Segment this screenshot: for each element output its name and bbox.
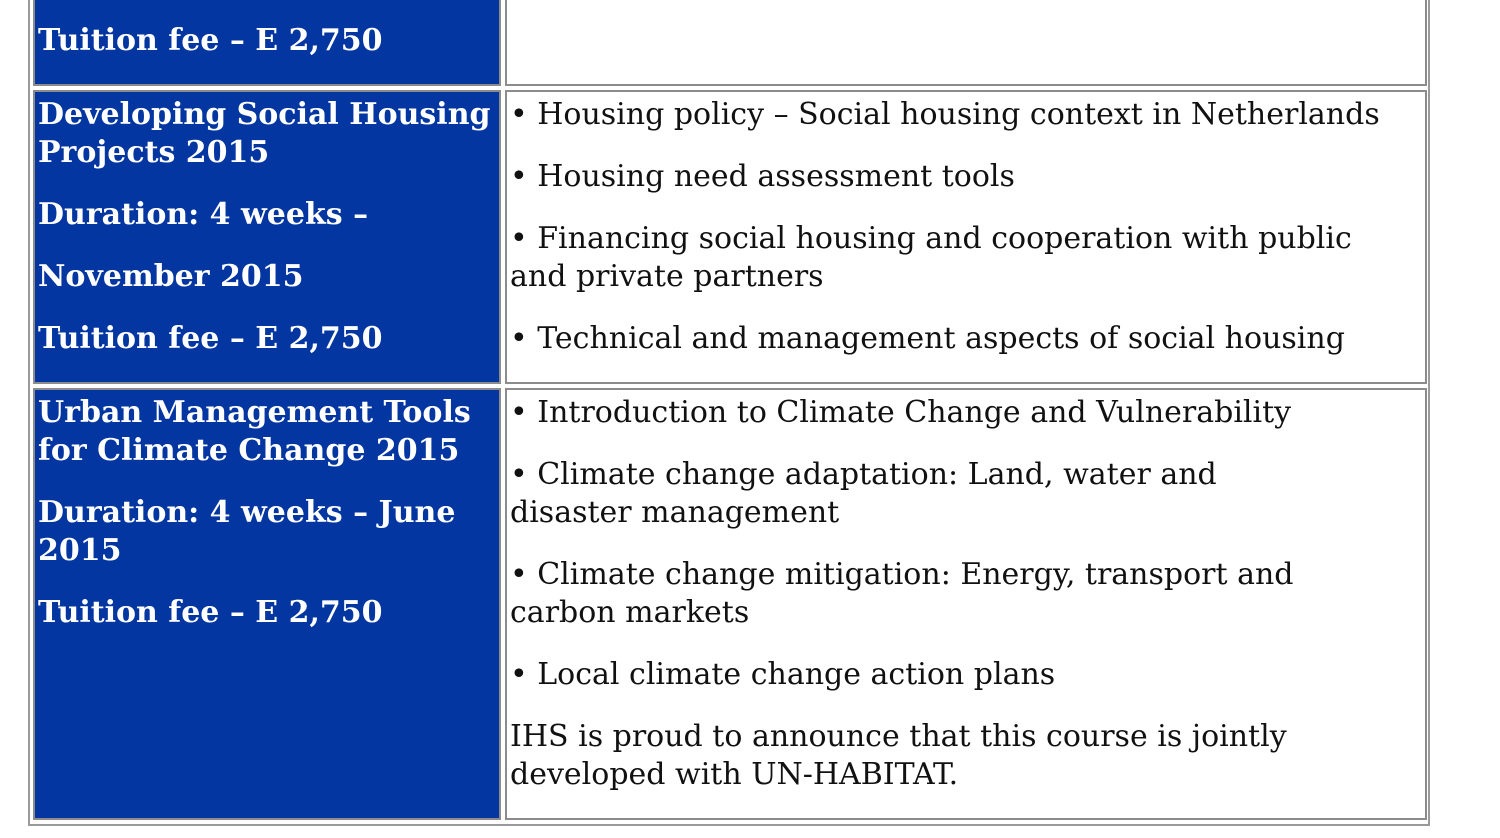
topic-item: • Introduction to Climate Change and Vulnerability <box>510 395 1292 430</box>
topic-item: • Housing policy – Social housing context in Netherlands <box>510 97 1380 132</box>
tuition-fee-row2: Tuition fee – E 2,750 <box>38 321 383 356</box>
course-info-cell-row2 <box>33 90 501 384</box>
topic-item: • Local climate change action plans <box>510 657 1056 692</box>
course-topics-cell-row1 <box>505 0 1427 86</box>
topic-item: • Technical and management aspects of social housing <box>510 321 1345 356</box>
topic-item: • Climate change adaptation: Land, water and disaster management <box>510 457 1217 530</box>
course-table <box>28 0 1430 826</box>
tuition-fee-row3: Tuition fee – E 2,750 <box>38 595 383 630</box>
course-duration-row2-line1: Duration: 4 weeks – <box>38 197 369 232</box>
course-info-cell-row3 <box>33 388 501 820</box>
course-title-row3: Urban Management Tools for Climate Change 2015 <box>38 395 471 468</box>
course-note: IHS is proud to announce that this course is jointly developed with UN-HABITAT. <box>510 719 1287 792</box>
course-topics-cell-row2 <box>505 90 1427 384</box>
course-duration-row2-line2: November 2015 <box>38 259 304 294</box>
course-title-row2: Developing Social Housing Projects 2015 <box>38 97 491 170</box>
topic-item: • Climate change mitigation: Energy, transport and carbon markets <box>510 557 1294 630</box>
topic-item: • Financing social housing and cooperation with public and private partners <box>510 221 1352 294</box>
course-duration-row3: Duration: 4 weeks – June 2015 <box>38 495 456 568</box>
course-topics-cell-row3 <box>505 388 1427 820</box>
topic-item: • Housing need assessment tools <box>510 159 1015 194</box>
tuition-fee-row1: Tuition fee – E 2,750 <box>38 23 383 58</box>
course-info-cell-row1 <box>33 0 501 86</box>
